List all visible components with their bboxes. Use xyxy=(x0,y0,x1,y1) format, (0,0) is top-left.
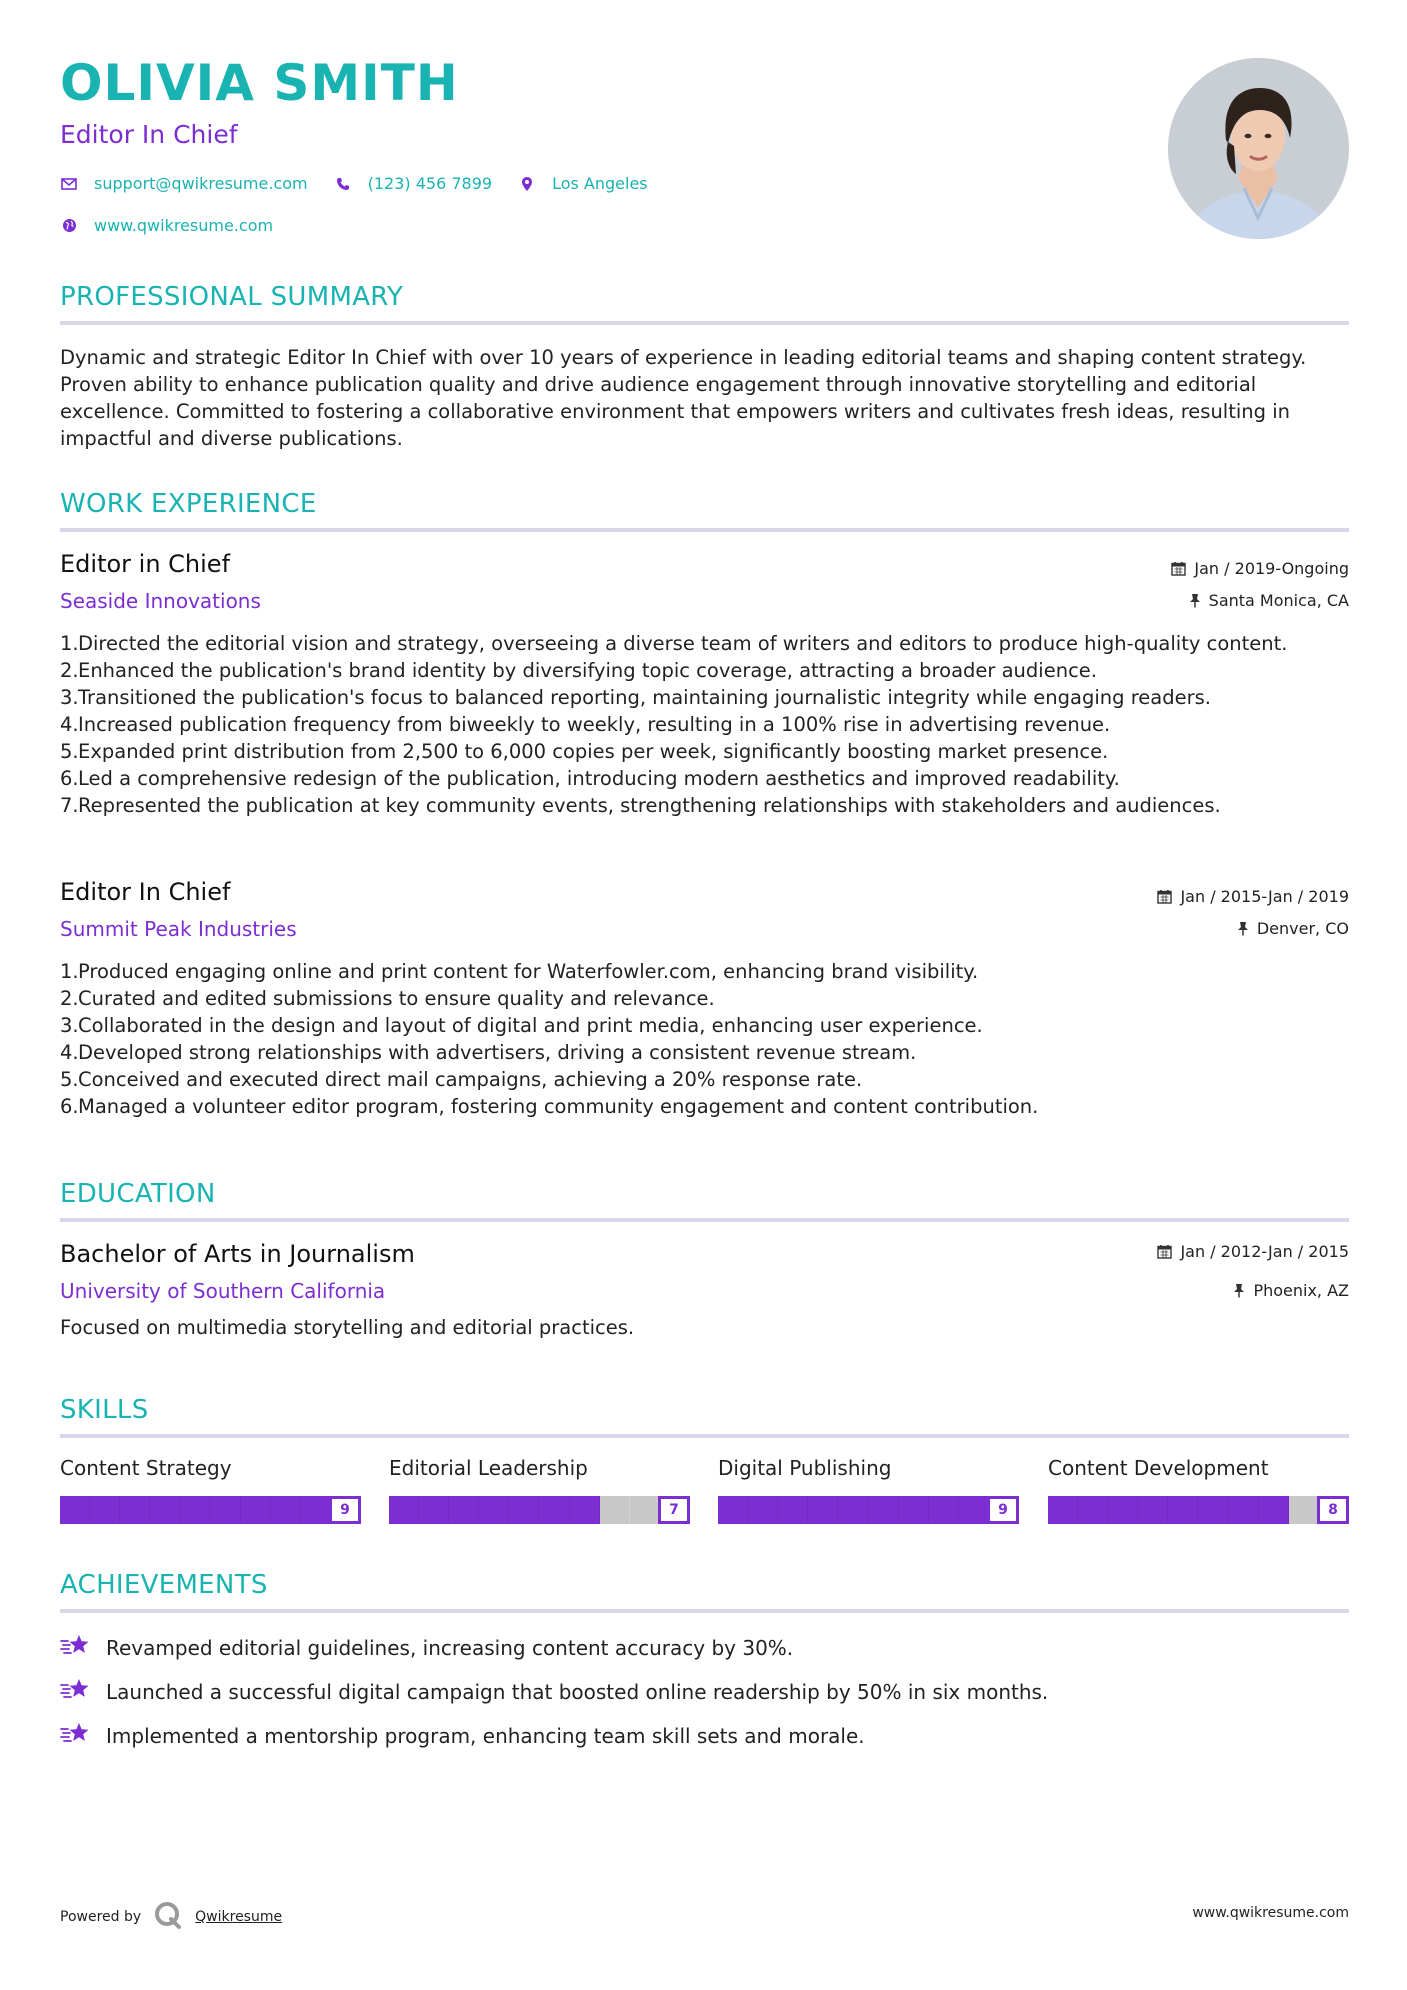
skill-segment-filled xyxy=(1168,1496,1198,1524)
shooting-star-icon xyxy=(60,1632,92,1663)
skill-segment-filled xyxy=(241,1496,271,1524)
skill-segment-filled xyxy=(120,1496,150,1524)
skill-score: 8 xyxy=(1317,1496,1349,1524)
job-dates xyxy=(1157,887,1349,906)
education-dates xyxy=(1157,1242,1349,1261)
phone-text: (123) 456 7899 xyxy=(367,174,493,193)
skill-item xyxy=(1048,1456,1349,1524)
skill-segment-filled xyxy=(1048,1496,1078,1524)
pushpin-icon xyxy=(1233,1283,1245,1298)
skill-name: Digital Publishing xyxy=(718,1456,892,1480)
section-title-skills: SKILLS xyxy=(60,1395,149,1425)
section-divider xyxy=(60,1434,1349,1438)
achievement-text: Implemented a mentorship program, enhancing team skill sets and morale. xyxy=(106,1723,865,1748)
list-item: 4. Increased publication frequency from biweekly to weekly, resulting in a 100% rise in advertising revenue. xyxy=(60,713,1111,736)
skill-meter xyxy=(389,1496,690,1524)
section-title-experience: WORK EXPERIENCE xyxy=(60,489,317,519)
skill-segment-filled xyxy=(389,1496,419,1524)
skill-segment-empty xyxy=(600,1496,630,1524)
contact-row-primary xyxy=(60,174,660,193)
achievement-item xyxy=(60,1676,1048,1707)
shooting-star-icon xyxy=(60,1676,92,1707)
skill-segment-filled xyxy=(718,1496,748,1524)
skill-meter xyxy=(718,1496,1019,1524)
education-degree: Bachelor of Arts in Journalism xyxy=(60,1240,415,1268)
skill-meter xyxy=(1048,1496,1349,1524)
footer-powered-by xyxy=(60,1900,282,1934)
job-title: Editor in Chief xyxy=(60,550,231,578)
skill-name: Editorial Leadership xyxy=(389,1456,588,1480)
list-item: 6. Led a comprehensive redesign of the publication, introducing modern aesthetics and improved readability. xyxy=(60,767,1120,790)
skill-score: 9 xyxy=(329,1496,361,1524)
footer-website[interactable]: www.qwikresume.com xyxy=(1192,1905,1349,1921)
education-dates-text: Jan / 2012-Jan / 2015 xyxy=(1180,1242,1349,1261)
skill-segment-filled xyxy=(929,1496,959,1524)
skill-segment-filled xyxy=(808,1496,838,1524)
list-item: 1. Directed the editorial vision and strategy, overseeing a diverse team of writers and editors to produce high-quality content. xyxy=(60,632,1288,655)
job-dates-text: Jan / 2015-Jan / 2019 xyxy=(1180,887,1349,906)
skill-segment-filled xyxy=(479,1496,509,1524)
job-location xyxy=(1237,919,1349,938)
skill-name: Content Strategy xyxy=(60,1456,232,1480)
skill-track xyxy=(718,1496,1019,1524)
skill-segment-filled xyxy=(748,1496,778,1524)
skill-item xyxy=(60,1456,361,1524)
skill-segment-filled xyxy=(1198,1496,1228,1524)
calendar-icon xyxy=(1171,561,1186,576)
skill-segment-filled xyxy=(1229,1496,1259,1524)
contact-location xyxy=(518,174,648,193)
powered-by-label: Powered by xyxy=(60,1909,142,1925)
skill-segment-filled xyxy=(778,1496,808,1524)
skill-track xyxy=(389,1496,690,1524)
skill-segment-filled xyxy=(509,1496,539,1524)
skill-item xyxy=(389,1456,690,1524)
skill-segment-filled xyxy=(539,1496,569,1524)
contact-row-secondary xyxy=(60,216,285,235)
job-dates-text: Jan / 2019-Ongoing xyxy=(1194,559,1349,578)
envelope-icon xyxy=(60,175,78,193)
skill-meter xyxy=(60,1496,361,1524)
achievement-item xyxy=(60,1632,793,1663)
section-divider xyxy=(60,321,1349,325)
skill-segment-filled xyxy=(449,1496,479,1524)
list-item: 5. Conceived and executed direct mail campaigns, achieving a 20% response rate. xyxy=(60,1068,863,1091)
skill-segment-filled xyxy=(899,1496,929,1524)
skill-segment-filled xyxy=(271,1496,301,1524)
skill-segment-filled xyxy=(60,1496,90,1524)
qwikresume-logo-icon xyxy=(153,1900,183,1934)
job-company: Seaside Innovations xyxy=(60,589,261,613)
section-title-achievements: ACHIEVEMENTS xyxy=(60,1570,268,1600)
skill-segment-empty xyxy=(630,1496,660,1524)
job-location-text: Denver, CO xyxy=(1256,919,1349,938)
skill-segment-filled xyxy=(419,1496,449,1524)
skill-segment-filled xyxy=(301,1496,331,1524)
job-company: Summit Peak Industries xyxy=(60,917,297,941)
skill-segment-filled xyxy=(180,1496,210,1524)
list-item: 4. Developed strong relationships with advertisers, driving a consistent revenue stream. xyxy=(60,1041,917,1064)
pushpin-icon xyxy=(1189,593,1201,608)
section-title-summary: PROFESSIONAL SUMMARY xyxy=(60,282,404,312)
job-location-text: Santa Monica, CA xyxy=(1208,591,1349,610)
skill-segment-filled xyxy=(570,1496,600,1524)
profile-photo xyxy=(1168,58,1349,239)
job-dates xyxy=(1171,559,1349,578)
achievement-text: Revamped editorial guidelines, increasing content accuracy by 30%. xyxy=(106,1635,794,1660)
skill-score: 7 xyxy=(658,1496,690,1524)
skill-segment-empty xyxy=(1289,1496,1319,1524)
contact-email[interactable] xyxy=(60,174,308,193)
section-title-education: EDUCATION xyxy=(60,1179,216,1209)
list-item: 1. Produced engaging online and print content for Waterfowler.com, enhancing brand visibility. xyxy=(60,960,979,983)
list-item: 3. Collaborated in the design and layout of digital and print media, enhancing user experience. xyxy=(60,1014,983,1037)
education-description: Focused on multimedia storytelling and editorial practices. xyxy=(60,1316,635,1339)
job-bullets xyxy=(60,630,1350,819)
job-location xyxy=(1189,591,1349,610)
skill-track xyxy=(1048,1496,1349,1524)
skill-segment-filled xyxy=(1078,1496,1108,1524)
map-pin-icon xyxy=(518,175,536,193)
pushpin-icon xyxy=(1237,921,1249,936)
education-location-text: Phoenix, AZ xyxy=(1253,1281,1349,1300)
footer-brand-link[interactable]: Qwikresume xyxy=(195,1909,283,1925)
calendar-icon xyxy=(1157,1244,1172,1259)
candidate-name: OLIVIA SMITH xyxy=(60,54,459,112)
skill-segment-filled xyxy=(210,1496,240,1524)
email-text: support@qwikresume.com xyxy=(94,174,308,193)
list-item: 2. Curated and edited submissions to ensure quality and relevance. xyxy=(60,987,715,1010)
skill-score: 9 xyxy=(987,1496,1019,1524)
skill-segment-filled xyxy=(90,1496,120,1524)
contact-website[interactable] xyxy=(60,216,273,235)
summary-text: Dynamic and strategic Editor In Chief with over 10 years of experience in leading editorial teams and shaping content strategy. Proven ability to enhance publication quality and drive audience engagement through innovative storytelling and editorial excellence. Committed to fostering a collaborative environment that empowers writers and cultivates fresh ideas, resulting in impactful and diverse publications. xyxy=(60,346,1307,450)
list-item: 6. Managed a volunteer editor program, fostering community engagement and content contribution. xyxy=(60,1095,1039,1118)
candidate-role: Editor In Chief xyxy=(60,120,238,149)
section-divider xyxy=(60,1218,1349,1222)
calendar-icon xyxy=(1157,889,1172,904)
section-divider xyxy=(60,528,1349,532)
list-item: 7. Represented the publication at key community events, strengthening relationships with stakeholders and audiences. xyxy=(60,794,1221,817)
list-item: 3. Transitioned the publication's focus to balanced reporting, maintaining journalistic integrity while engaging readers. xyxy=(60,686,1211,709)
website-text: www.qwikresume.com xyxy=(94,216,274,235)
skill-segment-filled xyxy=(1138,1496,1168,1524)
skill-name: Content Development xyxy=(1048,1456,1269,1480)
education-location xyxy=(1233,1281,1349,1300)
list-item: 5. Expanded print distribution from 2,500 to 6,000 copies per week, significantly boosting market presence. xyxy=(60,740,1109,763)
section-divider xyxy=(60,1609,1349,1613)
education-school: University of Southern California xyxy=(60,1279,386,1303)
list-item: 2. Enhanced the publication's brand identity by diversifying topic coverage, attracting a broader audience. xyxy=(60,659,1097,682)
contact-phone[interactable] xyxy=(334,174,492,193)
skill-segment-filled xyxy=(959,1496,989,1524)
achievement-text: Launched a successful digital campaign that boosted online readership by 50% in six months. xyxy=(106,1679,1049,1704)
location-text: Los Angeles xyxy=(552,174,648,193)
shooting-star-icon xyxy=(60,1720,92,1751)
achievement-item xyxy=(60,1720,865,1751)
job-bullets xyxy=(60,958,1350,1120)
skill-segment-filled xyxy=(1108,1496,1138,1524)
globe-icon xyxy=(60,217,78,235)
job-title: Editor In Chief xyxy=(60,878,231,906)
skill-item xyxy=(718,1456,1019,1524)
skill-segment-filled xyxy=(1259,1496,1289,1524)
skill-segment-filled xyxy=(868,1496,898,1524)
phone-icon xyxy=(334,175,352,193)
skill-segment-filled xyxy=(838,1496,868,1524)
skill-segment-filled xyxy=(150,1496,180,1524)
skill-track xyxy=(60,1496,361,1524)
